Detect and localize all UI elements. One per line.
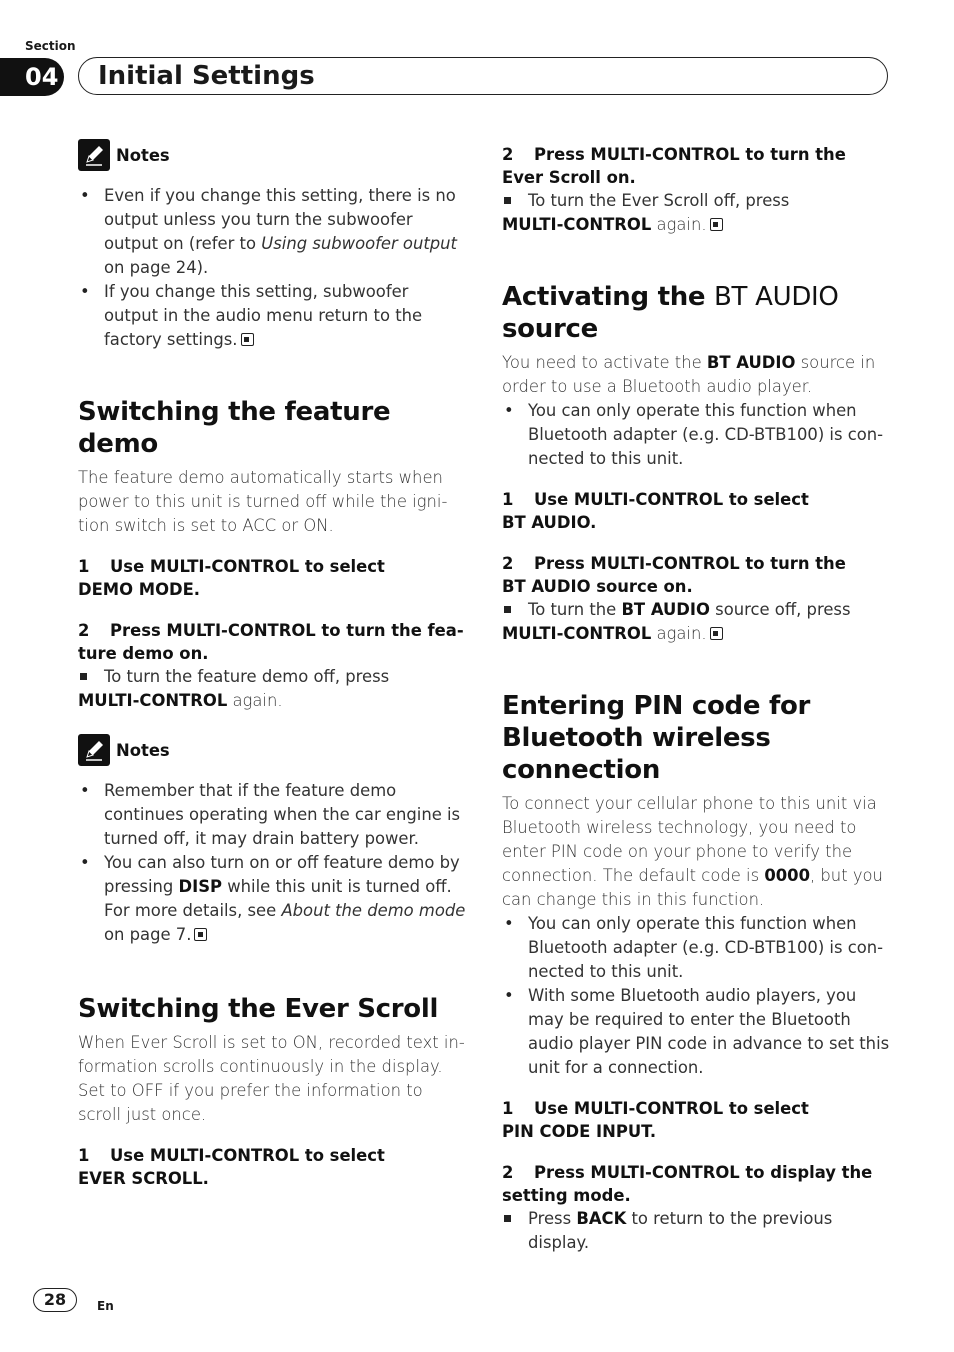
step-note: Press BACK to return to the previous display.	[502, 1207, 892, 1255]
heading-pin-code: Entering PIN code for Bluetooth wireless connection	[502, 691, 811, 785]
step-2: 2 Press MULTI-CONTROL to turn the Ever Scroll on.	[502, 145, 846, 187]
paragraph: You need to activate the BT AUDIO source in order to use a Bluetooth audio player.	[502, 353, 876, 396]
list-item: • Even if you change this setting, there is no output unless you turn the subwoofer output on (refer to Using subwoofer output on page 24).	[78, 184, 466, 280]
notes-pencil-icon	[78, 139, 110, 171]
notes-heading	[78, 138, 466, 172]
list-item: • With some Bluetooth audio players, you may be required to enter the Bluetooth audio player PIN code in advance to set this unit for a connection.	[502, 984, 892, 1080]
notes-label: Notes	[116, 145, 170, 165]
end-mark-icon	[194, 928, 207, 941]
step-1: 1 Use MULTI-CONTROL to select EVER SCROLL.	[78, 1146, 385, 1188]
step-note-continued: MULTI-CONTROL again.	[502, 213, 892, 237]
list-item: • Remember that if the feature demo continues operating when the car engine is turned off, it may drain battery power.	[78, 779, 466, 851]
section-label: Section	[25, 39, 76, 53]
end-mark-icon	[241, 333, 254, 346]
heading-feature-demo: Switching the feature demo	[78, 397, 391, 459]
step-note: To turn the BT AUDIO source off, press	[502, 598, 892, 622]
heading-bt-audio: Activating the BT AUDIO source	[502, 282, 839, 344]
language-label: En	[97, 1299, 114, 1313]
step-note-continued: MULTI-CONTROL again.	[78, 691, 283, 710]
notes-label: Notes	[116, 740, 170, 760]
step-1: 1 Use MULTI-CONTROL to select PIN CODE INPUT.	[502, 1099, 809, 1141]
step-note: To turn the feature demo off, press	[78, 665, 466, 689]
list-item: • You can also turn on or off feature demo by pressing DISP while this unit is turned off. For more details, see About the demo mode on page 7.	[78, 851, 466, 947]
page-number: 28	[33, 1288, 77, 1312]
step-note: To turn the Ever Scroll off, press	[502, 189, 892, 213]
step-1: 1 Use MULTI-CONTROL to select DEMO MODE.	[78, 557, 385, 599]
step-1: 1 Use MULTI-CONTROL to select BT AUDIO.	[502, 490, 809, 532]
paragraph: The feature demo automatically starts when power to this unit is turned off while the igni-tion switch is set to ACC or ON.	[78, 468, 448, 535]
section-title: Initial Settings	[98, 61, 315, 91]
list-item: • If you change this setting, subwoofer output in the audio menu return to the factory settings.	[78, 280, 466, 352]
paragraph: When Ever Scroll is set to ON, recorded text in-formation scrolls continuously in the display. Set to OFF if you prefer the information to scroll just once.	[78, 1033, 465, 1124]
right-column	[502, 138, 892, 1255]
list-item: • You can only operate this function when Bluetooth adapter (e.g. CD-BTB100) is con-nected to this unit.	[502, 912, 892, 984]
step-2: 2 Press MULTI-CONTROL to turn the BT AUDIO source on.	[502, 554, 846, 596]
step-2: 2 Press MULTI-CONTROL to turn the fea-ture demo on.	[78, 621, 464, 663]
section-number: 04	[0, 58, 64, 96]
paragraph: To connect your cellular phone to this unit via Bluetooth wireless technology, you need to enter PIN code on your phone to verify the connection. The default code is 0000, but you can change this in this function.	[502, 794, 883, 909]
bullet-list	[502, 912, 892, 1080]
notes-list	[78, 779, 466, 947]
end-mark-icon	[710, 218, 723, 231]
bullet-list	[502, 399, 892, 471]
step-2: 2 Press MULTI-CONTROL to display the setting mode.	[502, 1163, 873, 1205]
list-item: • You can only operate this function when Bluetooth adapter (e.g. CD-BTB100) is con-nected to this unit.	[502, 399, 892, 471]
heading-ever-scroll: Switching the Ever Scroll	[78, 994, 439, 1024]
end-mark-icon	[710, 627, 723, 640]
notes-pencil-icon	[78, 734, 110, 766]
notes-heading	[78, 733, 466, 767]
notes-list	[78, 184, 466, 352]
left-column	[78, 138, 466, 1190]
step-note-continued: MULTI-CONTROL again.	[502, 622, 892, 646]
